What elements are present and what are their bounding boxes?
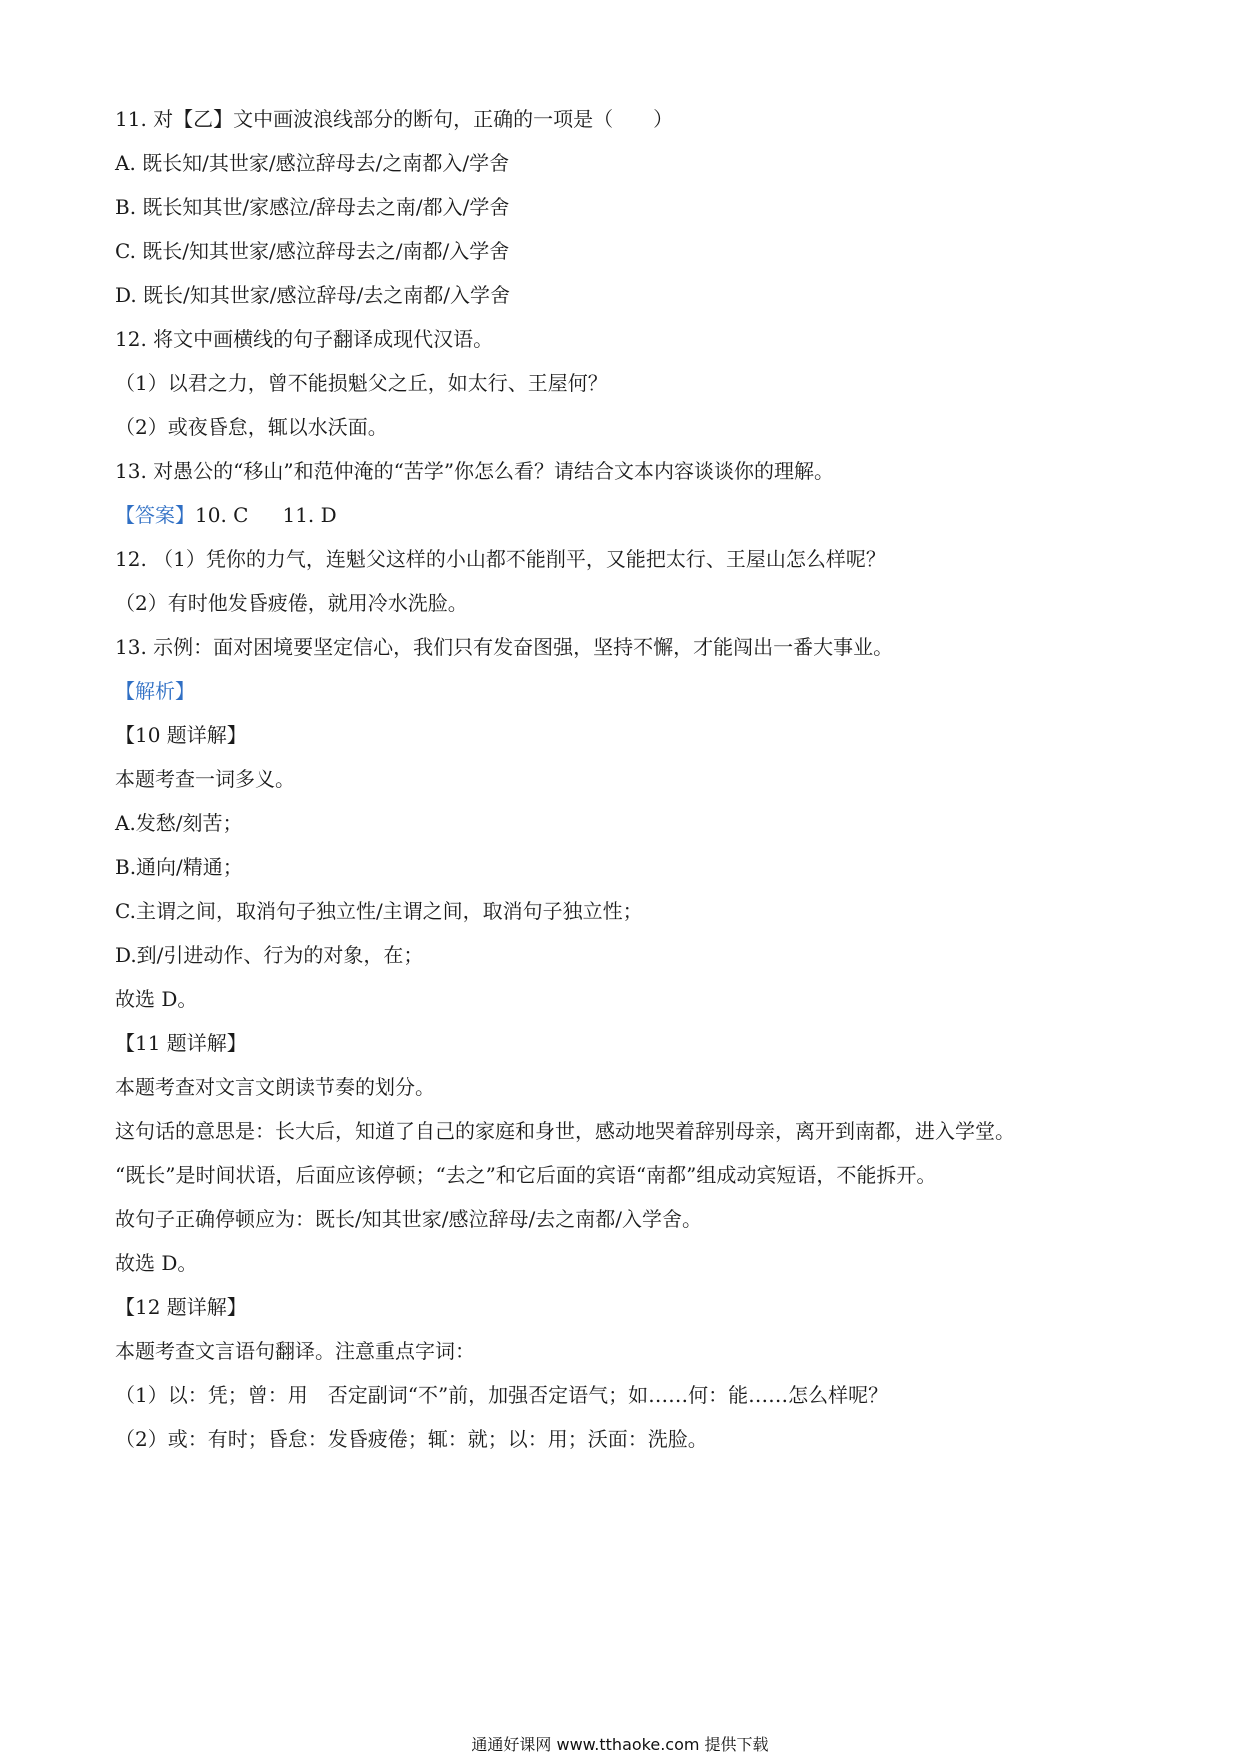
answer-row xyxy=(115,502,337,528)
answer-13: 13. 示例：面对困境要坚定信心，我们只有发奋图强，坚持不懈，才能闯出一番大事业。 xyxy=(115,635,894,659)
q12-stem: 12. 将文中画横线的句子翻译成现代汉语。 xyxy=(115,327,494,351)
detail-10-line: A.发愁/刻苦； xyxy=(115,811,243,835)
answer-12-1: 12. （1）凭你的力气，连魁父这样的小山都不能削平，又能把太行、王屋山怎么样呢？ xyxy=(115,547,886,571)
q11-stem: 11. 对【乙】文中画波浪线部分的断句，正确的一项是（ ） xyxy=(115,107,674,131)
detail-11-line: “既长”是时间状语，后面应该停顿；“去之”和它后面的宾语“南都”组成动宾短语，不能拆开。 xyxy=(115,1163,937,1187)
detail-11-line: 故句子正确停顿应为：既长/知其世家/感泣辞母/去之南都/入学舍。 xyxy=(115,1207,702,1231)
detail-12-line: 本题考查文言语句翻译。注意重点字词： xyxy=(115,1339,475,1363)
detail-11-title: 【11 题详解】 xyxy=(115,1031,247,1055)
detail-10-title: 【10 题详解】 xyxy=(115,723,247,747)
detail-10-line: C.主谓之间，取消句子独立性/主谓之间，取消句子独立性； xyxy=(115,899,643,923)
detail-11-line: 这句话的意思是：长大后，知道了自己的家庭和身世，感动地哭着辞别母亲，离开到南都，进入学堂。 xyxy=(115,1119,1015,1143)
detail-12-line: （1）以：凭；曾：用 否定副词“不”前，加强否定语气；如……何：能……怎么样呢？ xyxy=(115,1383,889,1407)
detail-10-line: D.到/引进动作、行为的对象，在； xyxy=(115,943,424,967)
q11-option-c: C. 既长/知其世家/感泣辞母去之/南都/入学舍 xyxy=(115,239,510,263)
answer-11: 11. D xyxy=(282,503,337,527)
q12-item-2: （2）或夜昏怠，辄以水沃面。 xyxy=(115,415,388,439)
detail-10-line: B.通向/精通； xyxy=(115,855,243,879)
q12-item-1: （1）以君之力，曾不能损魁父之丘，如太行、王屋何？ xyxy=(115,371,608,395)
detail-10-line: 故选 D。 xyxy=(115,987,198,1011)
analysis-tag: 【解析】 xyxy=(115,679,195,703)
page-footer: 通通好课网 www.tthaoke.com 提供下载 xyxy=(471,1735,769,1754)
q11-option-d: D. 既长/知其世家/感泣辞母/去之南都/入学舍 xyxy=(115,283,510,307)
detail-10-line: 本题考查一词多义。 xyxy=(115,767,295,791)
answer-tag: 【答案】 xyxy=(115,503,195,527)
detail-11-line: 本题考查对文言文朗读节奏的划分。 xyxy=(115,1075,435,1099)
answer-12-2: （2）有时他发昏疲倦，就用冷水洗脸。 xyxy=(115,591,468,615)
detail-11-line: 故选 D。 xyxy=(115,1251,198,1275)
detail-12-line: （2）或：有时；昏怠：发昏疲倦；辄：就；以：用；沃面：洗脸。 xyxy=(115,1427,708,1451)
q11-option-b: B. 既长知其世/家感泣/辞母去之南/都入/学舍 xyxy=(115,195,510,219)
detail-12-title: 【12 题详解】 xyxy=(115,1295,247,1319)
q11-option-a: A. 既长知/其世家/感泣辞母去/之南都入/学舍 xyxy=(115,151,510,175)
answer-10: 10. C xyxy=(195,503,249,527)
q13-stem: 13. 对愚公的“移山”和范仲淹的“苦学”你怎么看？请结合文本内容谈谈你的理解。 xyxy=(115,459,835,483)
